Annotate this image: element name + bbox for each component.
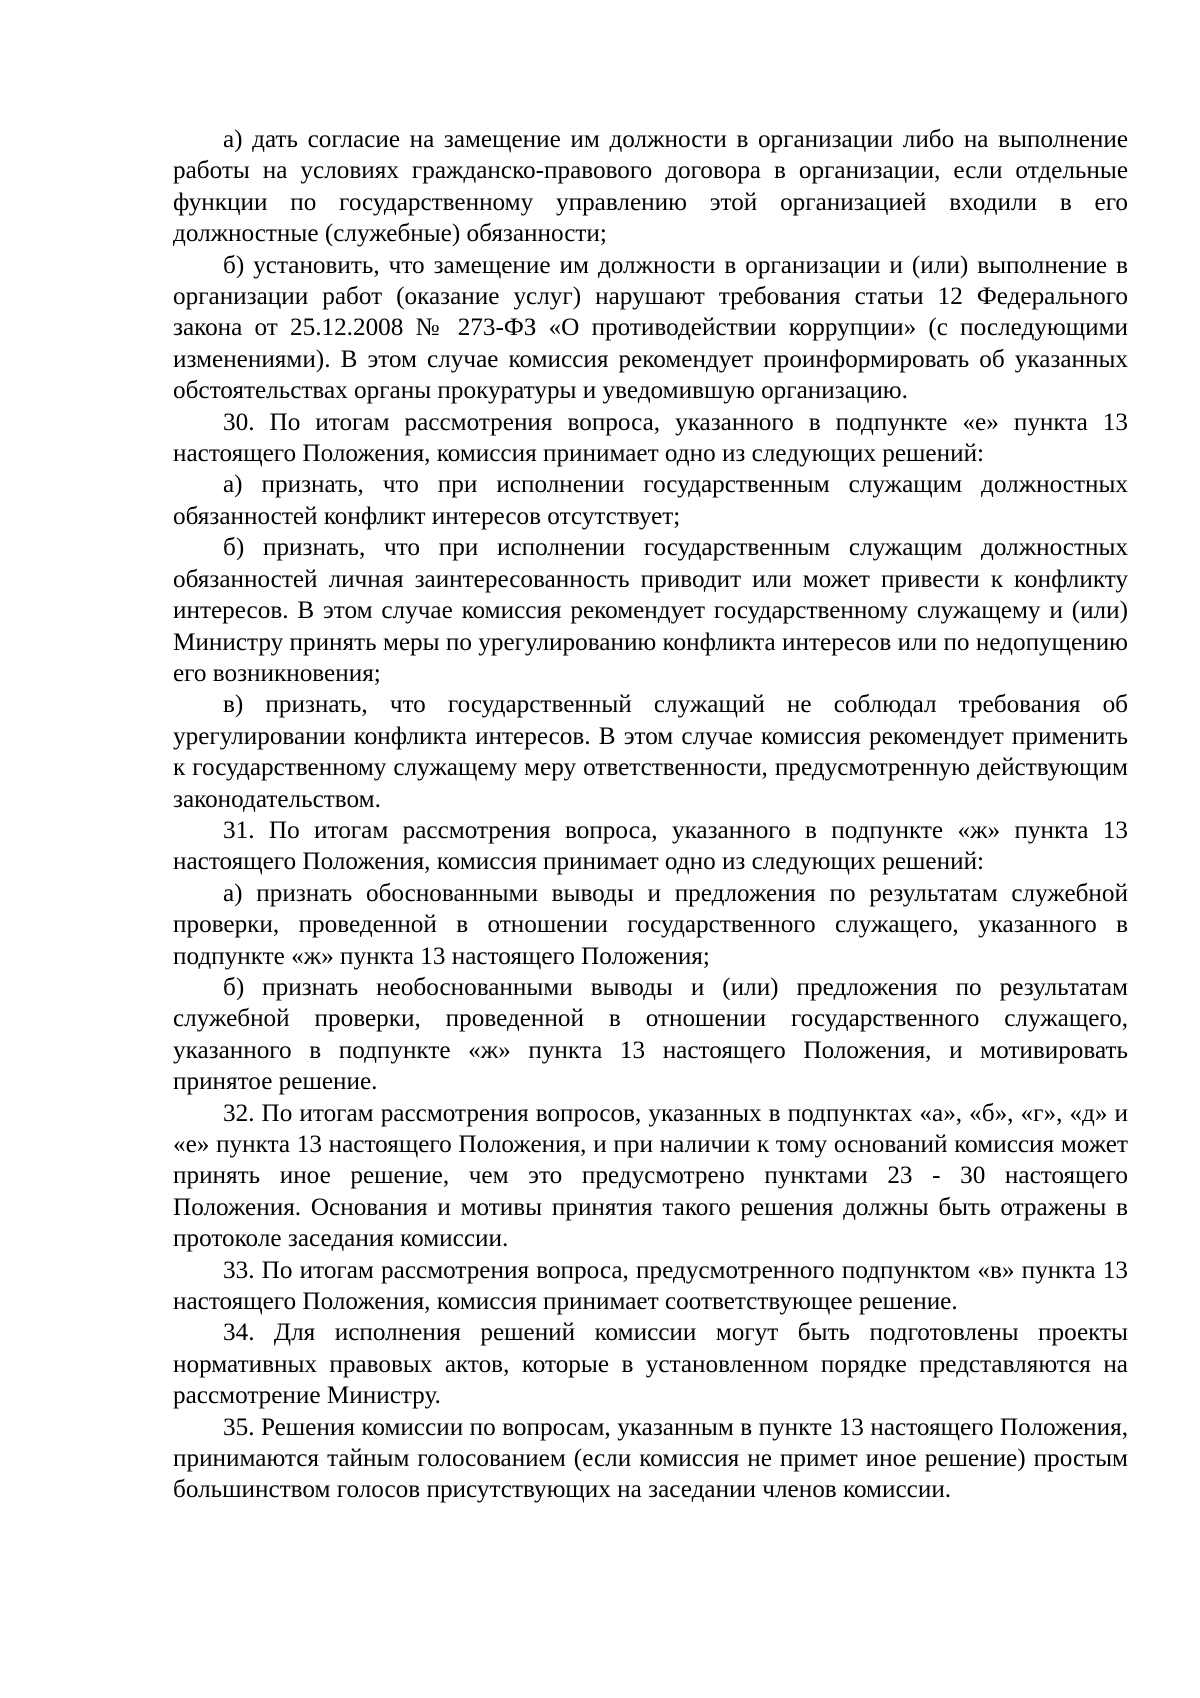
paragraph-29b: б) установить, что замещение им должности в организации и (или) выполнение в организации работ (оказание услуг) нарушают требования статьи 12 Федерального закона от 25.12.2008 № 273-ФЗ «О противодействии коррупции» (с последующими изменениями). В этом случае комиссия рекомендует проинформировать об указанных обстоятельствах органы прокуратуры и уведомившую организацию. [173, 251, 1128, 405]
paragraph-30c: в) признать, что государственный служащий не соблюдал требования об урегулировании конфликта интересов. В этом случае комиссия рекомендует применить к государственному служащему меру ответственности, предусмотренную действующим законодательством. [173, 691, 1128, 813]
paragraph-35: 35. Решения комиссии по вопросам, указанным в пункте 13 настоящего Положения, принимаются тайным голосованием (если комиссия не примет иное решение) простым большинством голосов присутствующих на заседании членов комиссии. [173, 1413, 1128, 1504]
document-page [173, 124, 1128, 1506]
paragraph-29a: а) дать согласие на замещение им должности в организации либо на выполнение работы на условиях гражданско-правового договора в организации, если отдельные функции по государственному управлению этой организацией входили в его должностные (служебные) обязанности; [173, 126, 1128, 248]
paragraph-31: 31. По итогам рассмотрения вопроса, указанного в подпункте «ж» пункта 13 настоящего Положения, комиссия принимает одно из следующих решений: [173, 816, 1128, 876]
paragraph-30a: а) признать, что при исполнении государственным служащим должностных обязанностей конфликт интересов отсутствует; [173, 471, 1128, 530]
paragraph-31a: а) признать обоснованными выводы и предложения по результатам служебной проверки, проведенной в отношении государственного служащего, указанного в подпункте «ж» пункта 13 настоящего Положения; [173, 879, 1128, 970]
paragraph-30b: б) признать, что при исполнении государственным служащим должностных обязанностей личная заинтересованность приводит или может привести к конфликту интересов. В этом случае комиссия рекомендует государственному служащему и (или) Министру принять меры по урегулированию конфликта интересов или по недопущению его возникновения; [173, 534, 1128, 687]
paragraph-30: 30. По итогам рассмотрения вопроса, указанного в подпункте «е» пункта 13 настоящего Положения, комиссия принимает одно из следующих решений: [173, 408, 1128, 468]
paragraph-31b: б) признать необоснованными выводы и (или) предложения по результатам служебной проверки, проведенной в отношении государственного служащего, указанного в подпункте «ж» пункта 13 настоящего Положения, и мотивировать принятое решение. [173, 973, 1128, 1096]
paragraph-32: 32. По итогам рассмотрения вопросов, указанных в подпунктах «а», «б», «г», «д» и «е» пункта 13 настоящего Положения, и при наличии к тому оснований комиссия может принять иное решение, чем это предусмотрено пунктами 23 - 30 настоящего Положения. Основания и мотивы принятия такого решения должны быть отражены в протоколе заседания комиссии. [173, 1099, 1128, 1253]
paragraph-34: 34. Для исполнения решений комиссии могут быть подготовлены проекты нормативных правовых актов, которые в установленном порядке представляются на рассмотрение Министру. [173, 1319, 1128, 1410]
paragraph-33: 33. По итогам рассмотрения вопроса, предусмотренного подпунктом «в» пункта 13 настоящего Положения, комиссия принимает соответствующее решение. [173, 1256, 1128, 1316]
